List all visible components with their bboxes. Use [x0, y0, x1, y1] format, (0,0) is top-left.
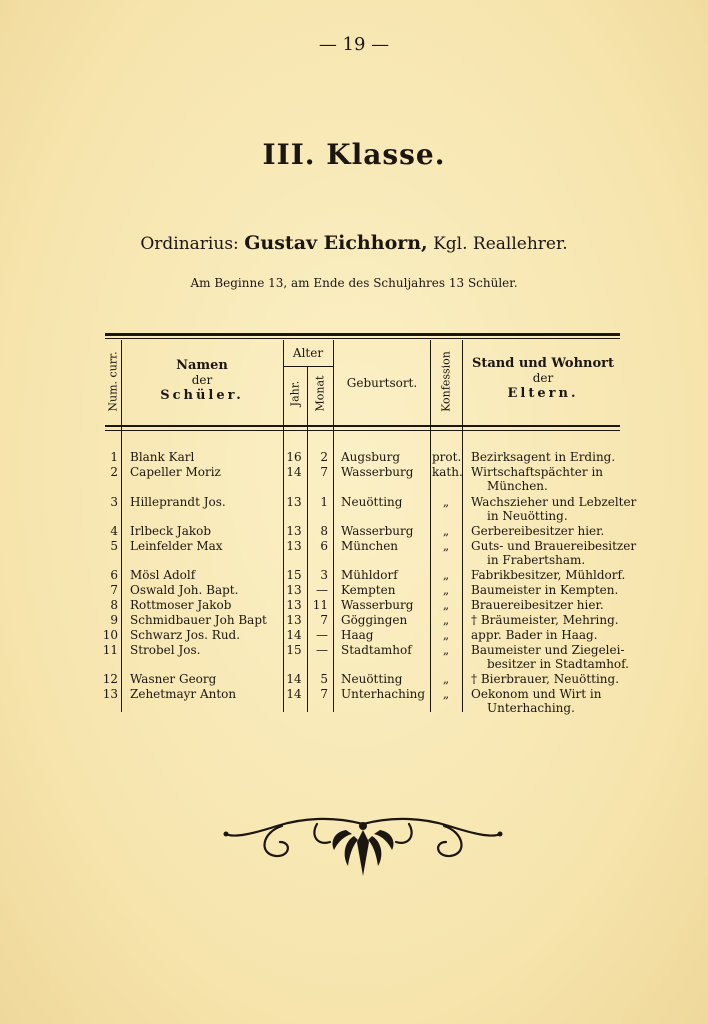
row-name: Zehetmayr Anton [130, 687, 237, 701]
row-stand [471, 465, 623, 493]
row-geburtsort: Kempten [341, 583, 396, 597]
row-jahr: 13 [286, 495, 302, 509]
row-geburtsort: Göggingen [341, 613, 408, 627]
row-geburtsort: Unterhaching [341, 687, 426, 701]
row-konfession: „ [442, 687, 450, 701]
row-monat: 7 [320, 465, 328, 479]
row-name: Schwarz Jos. Rud. [130, 628, 241, 642]
row-jahr: 13 [286, 539, 302, 553]
header-alter: Alter [292, 346, 324, 360]
row-stand-line1: Baumeister in Kempten. [471, 583, 619, 597]
row-jahr: 14 [286, 465, 302, 479]
row-name: Strobel Jos. [130, 643, 201, 657]
row-num: 12 [102, 672, 118, 686]
row-name: Blank Karl [130, 450, 195, 464]
row-stand [471, 672, 623, 686]
row-konfession: „ [442, 524, 450, 538]
row-name: Wasner Georg [130, 672, 217, 686]
column-divider [430, 340, 431, 712]
header-num-curr: Num. curr. [106, 351, 120, 412]
row-jahr: 13 [286, 613, 302, 627]
row-name: Oswald Joh. Bapt. [130, 583, 239, 597]
row-geburtsort: Wasserburg [341, 524, 414, 538]
row-name: Rottmoser Jakob [130, 598, 232, 612]
row-jahr: 14 [286, 628, 302, 642]
row-stand-line2: in Frabertsham. [487, 553, 586, 567]
row-jahr: 13 [286, 598, 302, 612]
row-num: 11 [102, 643, 118, 657]
row-stand-line1: Brauereibesitzer hier. [471, 598, 604, 612]
row-monat: 5 [320, 672, 328, 686]
row-name: Irlbeck Jakob [130, 524, 212, 538]
row-stand-line1: Oekonom und Wirt in [471, 687, 602, 701]
row-geburtsort: Neuötting [341, 672, 403, 686]
row-num: 8 [110, 598, 118, 612]
header-stand-1: Stand und Wohnort [471, 356, 615, 371]
row-geburtsort: Haag [341, 628, 374, 642]
row-num: 10 [102, 628, 118, 642]
row-konfession: „ [442, 613, 450, 627]
row-konfession: „ [442, 539, 450, 553]
row-stand [471, 539, 637, 567]
row-konfession: prot. [432, 450, 462, 464]
row-stand [471, 598, 623, 612]
ordinarius-line [0, 232, 708, 254]
row-stand-line1: Wachszieher und Lebzelter [471, 495, 637, 509]
header-namen-1: Namen [176, 358, 228, 373]
row-stand [471, 687, 623, 715]
row-jahr: 14 [286, 687, 302, 701]
header-geburtsort: Geburtsort. [346, 376, 418, 390]
row-name: Capeller Moriz [130, 465, 221, 479]
row-stand-line1: † Bierbrauer, Neuötting. [471, 672, 620, 686]
row-num: 4 [110, 524, 118, 538]
row-stand-line2: Unterhaching. [487, 701, 575, 715]
row-monat: 6 [320, 539, 328, 553]
row-konfession: „ [442, 568, 450, 582]
row-jahr: 13 [286, 583, 302, 597]
student-counts: Am Beginne 13, am Ende des Schuljahres 13 Schüler. [190, 276, 518, 290]
row-stand [471, 643, 629, 671]
table-header-rule [105, 425, 620, 427]
row-geburtsort: Wasserburg [341, 598, 414, 612]
page-title: III. Klasse. [262, 138, 446, 171]
header-namen-3: Schüler. [160, 388, 244, 403]
row-num: 5 [110, 539, 118, 553]
row-stand-line2: in Neuötting. [487, 509, 568, 523]
row-jahr: 15 [286, 643, 302, 657]
row-stand [471, 583, 623, 597]
header-konfession: Konfession [439, 351, 453, 412]
row-name: Schmidbauer Joh Bapt [130, 613, 267, 627]
row-monat: 7 [320, 687, 328, 701]
row-stand [471, 568, 626, 582]
row-monat: 2 [320, 450, 328, 464]
row-name: Leinfelder Max [130, 539, 223, 553]
header-stand [463, 356, 623, 401]
page-number: — 19 — [318, 34, 390, 55]
row-stand [471, 628, 623, 642]
row-geburtsort: Stadtamhof [341, 643, 412, 657]
ordinarius-label: Ordinarius: [140, 234, 239, 254]
row-name: Mösl Adolf [130, 568, 196, 582]
header-monat: Monat [313, 375, 327, 412]
row-jahr: 15 [286, 568, 302, 582]
header-stand-2: der [532, 371, 554, 385]
table-header-rule-thin [105, 430, 620, 431]
row-geburtsort: München [341, 539, 399, 553]
row-monat: 11 [312, 598, 328, 612]
row-stand-line1: Bezirksagent in Erding. [471, 450, 616, 464]
row-konfession: „ [442, 672, 450, 686]
row-stand-line1: † Bräumeister, Mehring. [471, 613, 619, 627]
row-num: 2 [110, 465, 118, 479]
header-stand-3: Eltern. [507, 386, 579, 401]
row-konfession: „ [442, 598, 450, 612]
row-name: Hilleprandt Jos. [130, 495, 226, 509]
row-konfession: kath. [432, 465, 463, 479]
row-konfession: „ [442, 495, 450, 509]
row-num: 6 [110, 568, 118, 582]
table-top-rule-thin [105, 338, 620, 339]
row-monat: — [316, 628, 328, 642]
row-stand [471, 495, 637, 523]
row-stand-line1: Guts- und Brauereibesitzer [471, 539, 637, 553]
row-konfession: „ [442, 628, 450, 642]
row-jahr: 16 [286, 450, 302, 464]
row-stand-line2: München. [487, 479, 548, 493]
alter-subdivider [283, 366, 333, 367]
row-stand-line1: Gerbereibesitzer hier. [471, 524, 605, 538]
row-konfession: „ [442, 583, 450, 597]
column-divider [333, 340, 334, 712]
row-num: 7 [110, 583, 118, 597]
row-konfession: „ [442, 643, 450, 657]
row-monat: 8 [320, 524, 328, 538]
row-stand [471, 450, 623, 464]
row-stand-line1: Wirtschaftspächter in [471, 465, 604, 479]
row-monat: — [316, 583, 328, 597]
row-monat: 7 [320, 613, 328, 627]
header-jahr: Jahr. [288, 380, 302, 407]
row-num: 1 [110, 450, 118, 464]
row-monat: 3 [320, 568, 328, 582]
header-namen [122, 358, 282, 403]
header-namen-2: der [191, 373, 213, 387]
table-top-rule [105, 333, 620, 336]
ordinarius-role: Kgl. Reallehrer. [433, 234, 568, 254]
row-num: 3 [110, 495, 118, 509]
row-stand-line1: appr. Bader in Haag. [471, 628, 598, 642]
row-stand [471, 613, 623, 627]
row-stand-line1: Fabrikbesitzer, Mühldorf. [471, 568, 626, 582]
row-jahr: 14 [286, 672, 302, 686]
row-num: 13 [102, 687, 118, 701]
row-num: 9 [110, 613, 118, 627]
row-monat: 1 [320, 495, 328, 509]
row-stand-line2: besitzer in Stadtamhof. [487, 657, 629, 671]
row-geburtsort: Mühldorf [341, 568, 398, 582]
row-geburtsort: Augsburg [341, 450, 401, 464]
flourish-ornament-icon [222, 812, 504, 884]
row-stand-line1: Baumeister und Ziegelei- [471, 643, 625, 657]
row-jahr: 13 [286, 524, 302, 538]
row-monat: — [316, 643, 328, 657]
row-geburtsort: Wasserburg [341, 465, 414, 479]
column-divider [307, 366, 308, 712]
row-geburtsort: Neuötting [341, 495, 403, 509]
ordinarius-name: Gustav Eichhorn, [244, 232, 428, 254]
row-stand [471, 524, 623, 538]
